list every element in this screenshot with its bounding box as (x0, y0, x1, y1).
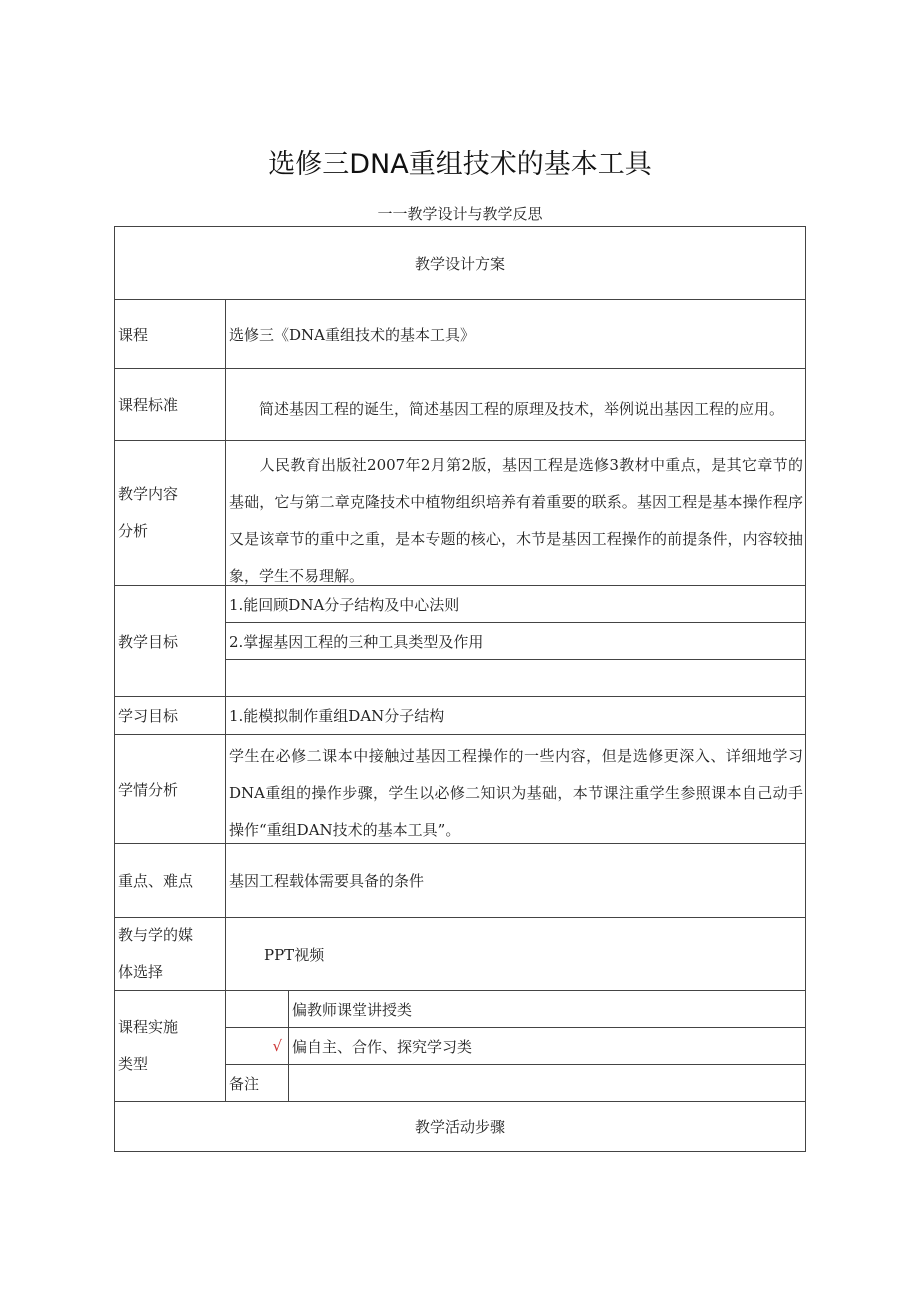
document-subtitle: 一一教学设计与教学反思 (377, 205, 543, 223)
teaching-goal-1: 1.能回顾DNA分子结构及中心法则 (225, 585, 806, 623)
key-value: 基因工程载体需要具备的条件 (225, 843, 806, 918)
impl-option-1-mark[interactable] (225, 990, 289, 1028)
learning-goal-label: 学习目标 (114, 696, 226, 735)
impl-option-2-label: 偏自主、合作、探究学习类 (288, 1027, 806, 1065)
remark-label: 备注 (225, 1064, 289, 1102)
impl-label: 课程实施类型 (114, 990, 226, 1102)
key-label: 重点、难点 (114, 843, 226, 918)
learning-goal-value: 1.能模拟制作重组DAN分子结构 (225, 696, 806, 735)
course-label: 课程 (114, 299, 226, 369)
course-value: 选修三《DNA重组技术的基本工具》 (225, 299, 806, 369)
teaching-goal-3 (225, 659, 806, 697)
document-title: 选修三DNA重组技术的基本工具 (268, 149, 652, 180)
impl-option-2-mark[interactable]: √ (225, 1027, 289, 1065)
table-header: 教学设计方案 (114, 226, 806, 300)
content-value: 人民教育出版社2007年2月第2版，基因工程是选修3教材中重点，是其它章节的基础，它与第二章克隆技术中植物组织培养有着重要的联系。基因工程是基本操作程序又是该章节的重中之重，是本专题的核心，木节是基因工程操作的前提条件，内容较抽象，学生不易理解。 (225, 440, 806, 586)
media-label: 教与学的媒体选择 (114, 917, 226, 991)
student-value: 学生在必修二课本中接触过基因工程操作的一些内容，但是选修更深入、详细地学习DNA重组的操作步骤，学生以必修二知识为基础，本节课注重学生参照课本自己动手操作“重组DAN技术的基本工具”。 (225, 734, 806, 844)
student-label: 学情分析 (114, 734, 226, 844)
media-value: PPT视频 (225, 917, 806, 991)
standard-value: 简述基因工程的诞生，简述基因工程的原理及技术，举例说出基因工程的应用。 (225, 368, 806, 441)
content-label: 教学内容分析 (114, 440, 226, 586)
remark-value (288, 1064, 806, 1102)
teaching-goal-2: 2.掌握基因工程的三种工具类型及作用 (225, 622, 806, 660)
standard-label: 课程标准 (114, 368, 226, 441)
teaching-goal-label: 教学目标 (114, 585, 226, 697)
steps-header: 教学活动步骤 (114, 1101, 806, 1152)
impl-option-1-label: 偏教师课堂讲授类 (288, 990, 806, 1028)
